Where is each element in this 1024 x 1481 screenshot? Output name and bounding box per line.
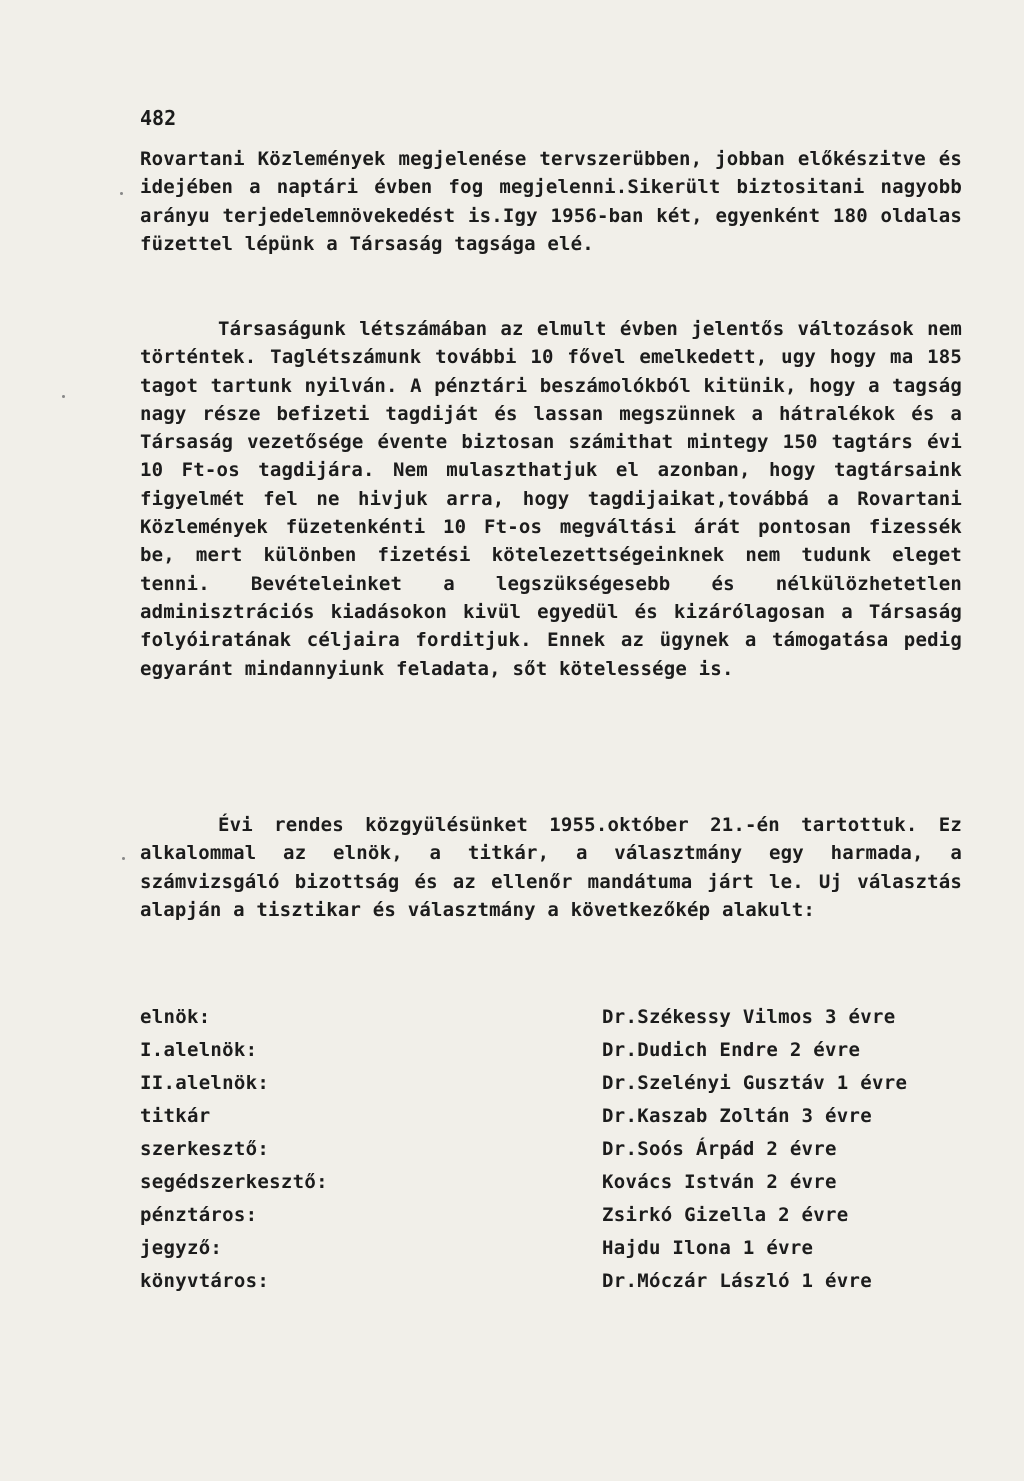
officer-role: II.alelnök: (140, 1072, 270, 1094)
officer-row (140, 1138, 970, 1171)
officer-role: jegyző: (140, 1237, 223, 1259)
officer-row (140, 1105, 970, 1138)
officer-name: Dr.Dudich Endre 2 évre (602, 1039, 861, 1061)
officer-role: titkár (140, 1105, 211, 1127)
officer-name: Dr.Szelényi Gusztáv 1 évre (602, 1072, 908, 1094)
officer-row (140, 1204, 970, 1237)
officer-role: segédszerkesztő: (140, 1171, 328, 1193)
officers-list (140, 1006, 970, 1303)
paragraph-general-assembly: Évi rendes közgyülésünket 1955.október 21.-én tartottuk. Ez alkalommal az elnök, a titkár, a választmány egy harmada, a számvizsgáló bizottság és az ellenőr mandátuma járt le. Uj választás alapján a tisztikar és választmány a következőkép alakult: (140, 814, 962, 921)
paragraph-publication: Rovartani Közlemények megjelenése tervszerübben, jobban előkészitve és idejében a naptári évben fog megjelenni.Sikerült biztositani nagyobb arányu terjedelemnövekedést is.Igy 1956-ban két, egyenként 180 oldalas füzettel lépünk a Társaság tagsága elé. (140, 148, 962, 255)
officer-role: I.alelnök: (140, 1039, 258, 1061)
paragraph-membership: Társaságunk létszámában az elmult évben jelentős változások nem történtek. Taglétszámunk további 10 fővel emelkedett, ugy hogy ma 185 tagot tartunk nyilván. A pénztári beszámolókból kitünik, hogy a tagság nagy része befizeti tagdiját és lassan megszünnek a hátralékok és a Társaság vezetősége évente biztosan számithat mintegy 150 tagtárs évi 10 Ft-os tagdijára. Nem mulaszthatjuk el azonban, hogy tagtársaink figyelmét fel ne hivjuk arra, hogy tagdijaikat,továbbá a Rovartani Közlemények füzetenkénti 10 Ft-os megváltási árát pontosan fizessék be, mert különben fizetési kötelezettségeinknek nem tudunk eleget tenni. Bevételeinket a legszükségesebb és nélkülözhetetlen adminisztrációs kiadásokon kivül egyedül és kizárólagosan a Társaság folyóiratának céljaira forditjuk. Ennek az ügynek a támogatása pedig egyaránt mindannyiunk feladata, sőt kötelessége is. (140, 318, 962, 680)
page-number: 482 (140, 106, 177, 130)
officer-row (140, 1270, 970, 1303)
officer-row (140, 1171, 970, 1204)
officer-name: Hajdu Ilona 1 évre (602, 1237, 814, 1259)
officer-role: szerkesztő: (140, 1138, 270, 1160)
officer-name: Dr.Székessy Vilmos 3 évre (602, 1006, 896, 1028)
officer-name: Kovács István 2 évre (602, 1171, 837, 1193)
officer-role: pénztáros: (140, 1204, 258, 1226)
officer-name: Dr.Soós Árpád 2 évre (602, 1138, 837, 1160)
officer-row (140, 1072, 970, 1105)
scan-speck (122, 857, 125, 860)
officer-role: könyvtáros: (140, 1270, 270, 1292)
officer-name: Dr.Móczár László 1 évre (602, 1270, 872, 1292)
officer-name: Zsirkó Gizella 2 évre (602, 1204, 849, 1226)
scan-speck (62, 395, 65, 398)
officer-name: Dr.Kaszab Zoltán 3 évre (602, 1105, 872, 1127)
officer-row (140, 1006, 970, 1039)
scan-speck (120, 192, 123, 195)
officer-role: elnök: (140, 1006, 211, 1028)
officer-row (140, 1237, 970, 1270)
officer-row (140, 1039, 970, 1072)
